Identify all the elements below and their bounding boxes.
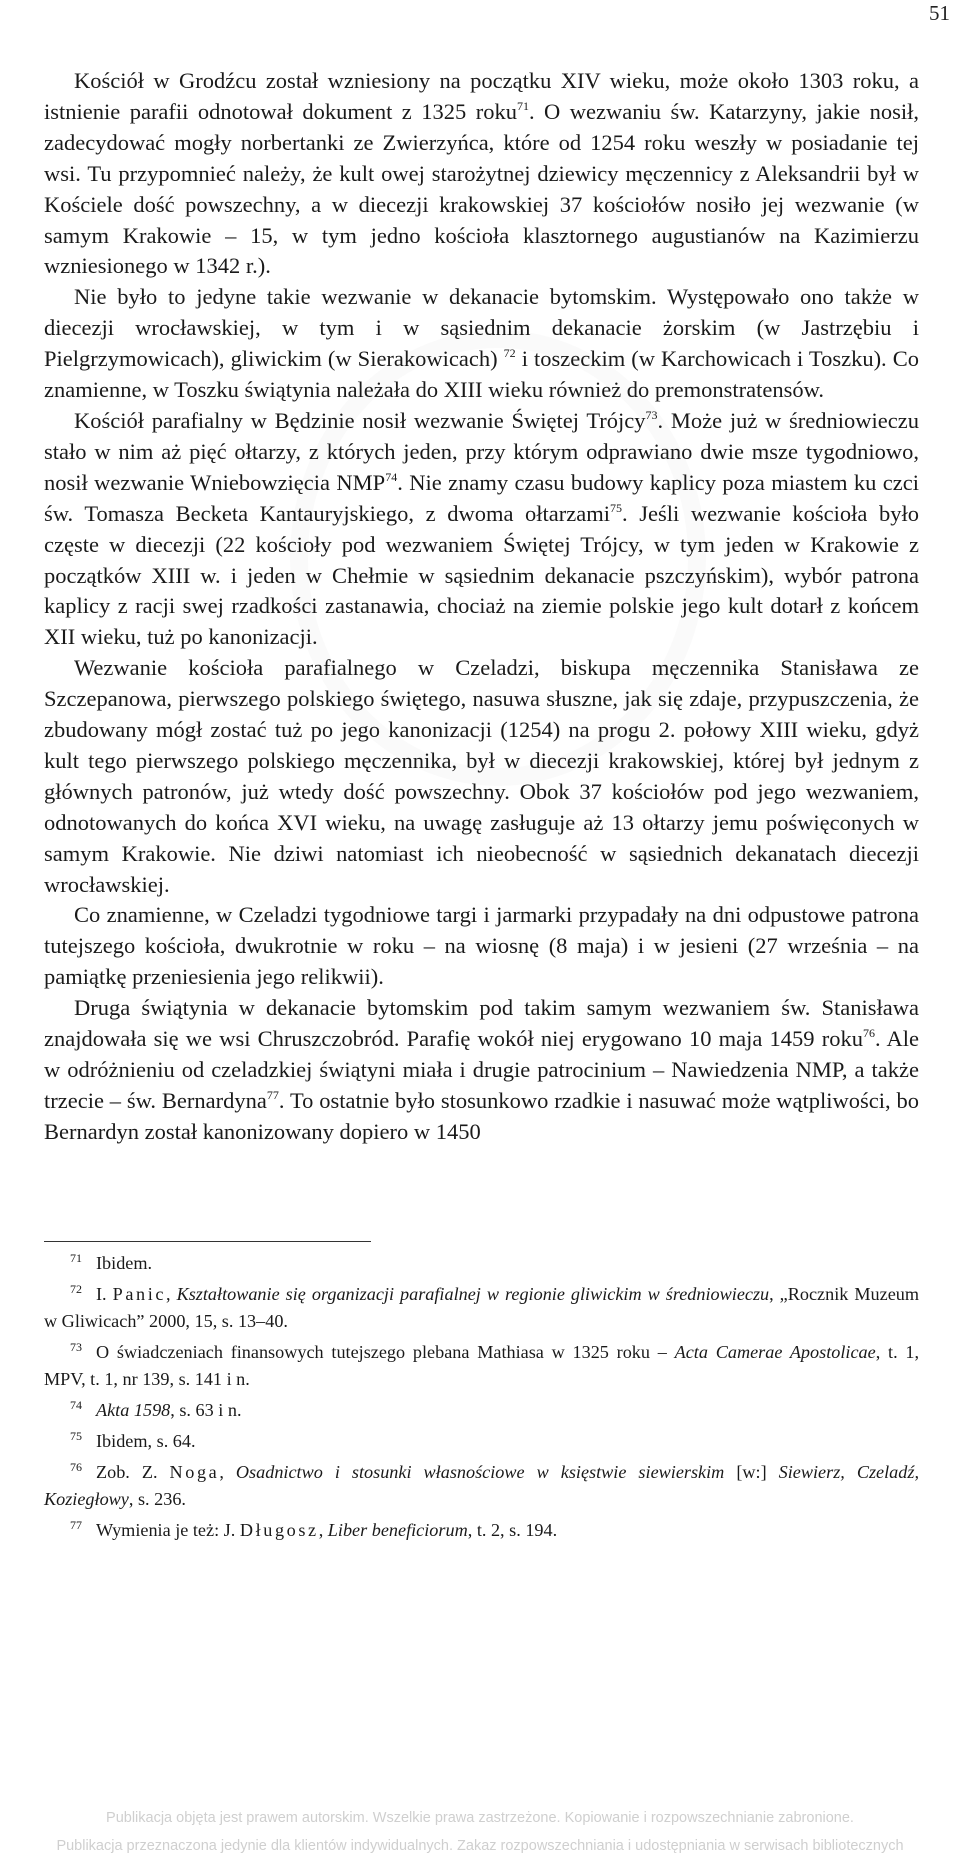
footnote-text: ,	[219, 1461, 236, 1482]
body-paragraph	[44, 900, 919, 993]
footnote-text: Ibidem, s. 64.	[96, 1430, 196, 1451]
footnote-text: [w:]	[724, 1461, 779, 1482]
footnote-number: 75	[70, 1428, 82, 1443]
footnote-reference[interactable]: 75	[610, 500, 623, 515]
body-text-run: Wezwanie kościoła parafialnego w Czeladzi, biskupa męczennika Stanisława ze Szczepanowa, pierwszego polskiego świętego, nasuwa słuszne, jak się zdaje, przypuszczenia, że zbudowany mógł zostać tuż po jego kanonizacji (1254) na progu 2. połowy XIII wieku, gdyż kult tego pierwszego polskiego męczennika, był w diecezji krakowskiej, której był jednym z głównych patronów, już wtedy dość powszechny. Obok 37 kościołów pod jego wezwaniem, odnotowanych do końca XVI wieku, na uwagę zasługuje aż 13 ołtarzy jemu poświęconych w samym Krakowie. Nie dziwi natomiast ich nieobecność w sąsiednich dekanatach diecezji wrocławskiej.	[44, 655, 919, 897]
body-text-run: . Jeśli wezwanie kościoła było częste w diecezji (22 kościoły pod wezwaniem Świętej Trójcy, w tym jeden w Krakowie z początków XIII w. i jeden w Chełmie w sąsiednim dekanacie pszczyńskim), wybór patrona kaplicy z racji swej rzadkości zastanawia, chociaż na ziemie polskie jego kult dotarł z końcem XII wieku, tuż po kanonizacji.	[44, 500, 919, 650]
footnote-text: , t. 1, MPV, t. 1, nr 139, s. 141 i n.	[44, 1341, 920, 1390]
footnote	[44, 1397, 919, 1424]
footnote-text: Zob. Z.	[96, 1461, 170, 1482]
body-text-run: Kościół parafialny w Będzinie nosił wezwanie Świętej Trójcy	[74, 407, 646, 433]
body-paragraph	[44, 993, 919, 1148]
footnote-reference[interactable]: 77	[266, 1087, 279, 1102]
footnote	[44, 1517, 919, 1544]
footnote-title: Akta 1598	[96, 1399, 171, 1420]
body-text-run: i toszeckim (w Karchowicach i Toszku). Co znamienne, w Toszku świątynia należała do XIII wieku również do premonstratensów.	[44, 346, 919, 403]
footnote	[44, 1428, 919, 1455]
body-text-run: Kościół w Grodźcu został wzniesiony na początku XIV wieku, może około 1303 roku, a istnienie parafii odnotował dokument z 1325 roku	[44, 68, 919, 124]
body-text-run: . Może już w średniowieczu stało w nim aż pięć ołtarzy, z których jeden, przy którym odprawiano dwie msze tygodniowo, nosił wezwanie Wniebowzięcia NMP	[44, 407, 919, 495]
footnote-text: , t. 2, s. 194.	[467, 1519, 558, 1540]
footnote-reference[interactable]: 72	[503, 346, 516, 361]
body-paragraph	[44, 653, 919, 900]
copyright-notice-line-1: Publikacja objęta jest prawem autorskim. Wszelkie prawa zastrzeżone. Kopiowanie i rozpowszechnianie zabronione.	[106, 1810, 854, 1826]
footnote-title: Acta Camerae Apostolicae	[674, 1341, 876, 1362]
footnote-title: Siewierz, Czeladź, Koziegłowy	[44, 1461, 919, 1509]
footnote-author: Noga	[169, 1461, 220, 1482]
body-text-run: Druga świątynia w dekanacie bytomskim pod takim samym wezwaniem św. Stanisława znajdowała się we wsi Chruszczobród. Parafię wokół niej erygowano 10 maja 1459 roku	[44, 995, 919, 1052]
body-text-run: . To ostatnie było stosunkowo rzadkie i nasuwać może wątpliwości, bo Bernardyn został kanonizowany dopiero w 1450	[44, 1087, 920, 1144]
body-paragraph	[44, 406, 919, 653]
footnote	[44, 1339, 919, 1394]
page-number: 51	[929, 1, 950, 25]
body-paragraph	[44, 66, 919, 282]
footnote-reference[interactable]: 76	[862, 1026, 875, 1041]
footnote-text: Ibidem.	[96, 1253, 153, 1273]
footnote-number: 71	[70, 1251, 82, 1265]
footnote	[44, 1250, 919, 1277]
footnote	[44, 1459, 919, 1514]
footnote-text: ,	[318, 1519, 328, 1540]
body-text-run: . O wezwaniu św. Katarzyny, jakie nosił, zadecydować mogły norbertanki ze Zwierzyńca, które od 1254 roku weszły w posiadanie tej wsi. Tu przypomnieć należy, że kult owej starożytnej dziewicy męczennicy z Aleksandrii był w Kościele dość powszechny, a w diecezji krakowskiej 37 kościołów nosiło jej wezwanie (w samym Krakowie – 15, w tym jedno kościoła klasztornego augustianów na Kazimierzu wzniesionego w 1342 r.).	[44, 98, 919, 279]
footnote-text: , s. 236.	[128, 1488, 186, 1509]
footnote-title: Osadnictwo i stosunki własnościowe w księstwie siewierskim	[235, 1461, 725, 1482]
footnote-number: 77	[70, 1517, 82, 1532]
footnote-text: Wymienia je też: J.	[96, 1519, 240, 1540]
footnotes	[44, 1250, 919, 1547]
footnote-title: Liber beneficiorum	[327, 1519, 468, 1540]
footnote-number: 72	[70, 1281, 82, 1296]
footnote-author: Długosz	[239, 1519, 319, 1540]
footnote-reference[interactable]: 73	[645, 407, 658, 422]
footnote-number: 76	[70, 1459, 82, 1474]
footnote-number: 74	[70, 1397, 82, 1412]
footnote-text: , s. 63 i n.	[170, 1399, 242, 1420]
body-text	[44, 66, 919, 1148]
footnote-text: O świadczeniach finansowych tutejszego plebana Mathiasa w 1325 roku –	[96, 1341, 675, 1362]
footnote-author: Panic	[112, 1283, 167, 1304]
footnote-text: ,	[166, 1283, 177, 1304]
footnote-number: 73	[70, 1339, 82, 1354]
body-text-run: . Nie znamy czasu budowy kaplicy poza miastem ku czci św. Tomasza Becketa Kantauryjskiego, z dwoma ołtarzami	[44, 469, 919, 526]
footnote-title: Kształtowanie się organizacji parafialnej w regionie gliwickim w średniowieczu	[176, 1283, 770, 1304]
footnote-text: I.	[96, 1283, 113, 1304]
body-text-run: . Ale w odróżnieniu od czeladzkiej świątyni miała i drugie patrocinium – Nawiedzenia NMP, a także trzecie – św. Bernardyna	[44, 1026, 919, 1113]
footnote	[44, 1281, 919, 1336]
copyright-notice-line-2: Publikacja przeznaczona jedynie dla klientów indywidualnych. Zakaz rozpowszechniania i udostępniania w serwisach bibliotecznych	[56, 1838, 904, 1854]
footnote-reference[interactable]: 71	[516, 98, 529, 113]
body-paragraph	[44, 282, 919, 406]
body-text-run: Co znamienne, w Czeladzi tygodniowe targi i jarmarki przypadały na dni odpustowe patrona tutejszego kościoła, dwukrotnie w roku – na wiosnę (8 maja) i w jesieni (27 września – na pamiątkę przeniesienia jego relikwii).	[44, 902, 919, 990]
footnote-text: , „Rocznik Muzeum w Gliwicach” 2000, 15, s. 13–40.	[44, 1283, 920, 1332]
body-text-run: Nie było to jedyne takie wezwanie w dekanacie bytomskim. Występowało ono także w diecezji wrocławskiej, w tym i w sąsiednim dekanacie żorskim (w Jastrzębiu i Pielgrzymowicach), gliwickim (w Sierakowicach)	[44, 284, 919, 372]
footnote-reference[interactable]: 74	[385, 469, 398, 484]
footnote-separator	[44, 1241, 371, 1242]
